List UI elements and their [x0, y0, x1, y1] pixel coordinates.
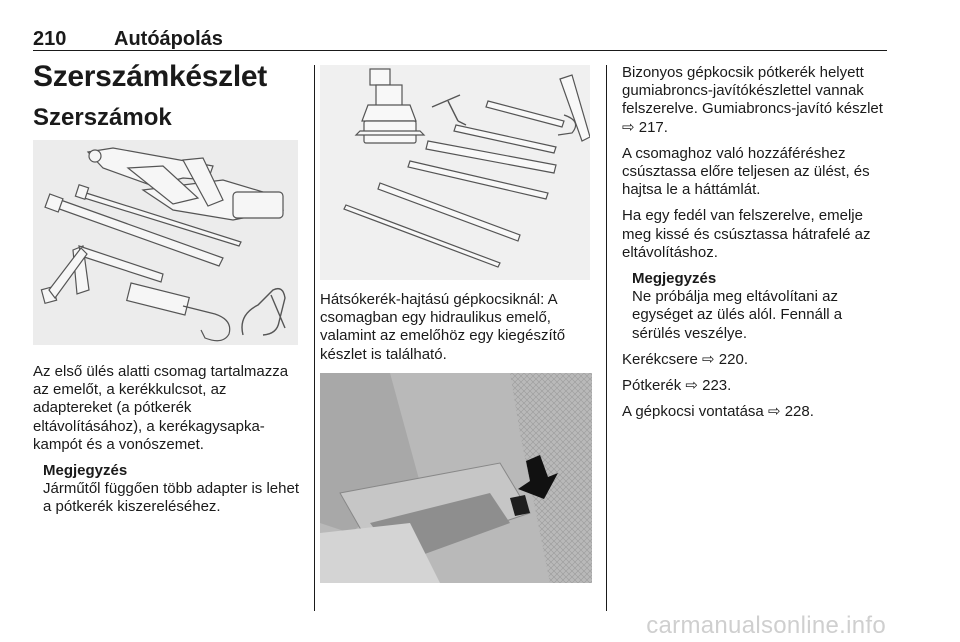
note-text: Ne próbálja meg eltávolítani az egységet az ülés alól. Fennáll a sérülés veszélye. [632, 288, 843, 342]
reference-arrow-icon: ⇨ [767, 403, 781, 421]
col1-body: Az első ülés alatti csomag tartalmazza az emelőt, a kerékkulcsot, az adaptereket (a pótkerék eltávolításához), a kerékagysapka-kampót és a vonószemet. [33, 363, 289, 453]
link-ref[interactable]: 228. [784, 403, 814, 421]
page-number: 210 [33, 28, 67, 50]
note-text: Járműtől függően több adapter is lehet a pótkerék kiszereléséhez. [43, 480, 300, 516]
note-title: Megjegyzés [632, 270, 717, 288]
tools-illustration [33, 140, 298, 345]
col2-text [320, 291, 592, 372]
link-label: A gépkocsi vontatása [622, 403, 764, 421]
col1-note [33, 462, 299, 517]
column-divider-left [314, 65, 315, 611]
link-towing[interactable] [622, 403, 892, 421]
col3-para-2: A csomaghoz való hozzáféréshez csúsztassa előre teljesen az ülést, és hajtsa le a háttámlát. [622, 144, 870, 199]
towing-eye-drawing [127, 283, 230, 341]
seat-storage-photo [320, 373, 592, 583]
col3-para-3: Ha egy fedél van felszerelve, emelje meg kissé és csúsztassa hátrafelé az eltávolításhoz. [622, 207, 871, 261]
subheading: Szerszámok [33, 104, 172, 131]
reference-arrow-icon: ⇨ [702, 350, 715, 368]
col3-para-1-ref[interactable]: 217. [638, 118, 668, 136]
scissor-jack-drawing [88, 148, 283, 220]
link-label: Kerékcsere [622, 350, 698, 368]
watermark: carmanualsonline.info [646, 612, 886, 639]
link-ref[interactable]: 220. [718, 350, 748, 368]
link-ref[interactable]: 223. [702, 377, 732, 395]
col3-para-1-text: Bizonyos gépkocsik pótkerék helyett gumiabroncs-javítókészlettel vannak felszerelve. Gumiabroncs-javító készlet [622, 64, 883, 118]
col3-para-1 [622, 64, 892, 137]
link-wheel-change[interactable] [622, 351, 892, 369]
page-heading: Szerszámkészlet [33, 60, 267, 93]
col2-body: Hátsókerék-hajtású gépkocsiknál: A csomagban egy hidraulikus emelő, valamint az emelőhöz egy kiegészítő készlet is található. [320, 291, 566, 363]
reference-arrow-icon: ⇨ [685, 377, 698, 395]
col1-text [33, 363, 299, 517]
header-rule [33, 50, 887, 51]
note-title: Megjegyzés [43, 462, 128, 480]
col3-note [622, 270, 892, 343]
col3-text [622, 64, 892, 429]
column-divider-right [606, 65, 607, 611]
t-handle-drawing [432, 95, 466, 125]
hydraulic-jack-kit-illustration [320, 65, 590, 280]
bottle-jack-drawing [356, 69, 424, 143]
link-spare-wheel[interactable] [622, 377, 892, 395]
section-title: Autóápolás [114, 28, 223, 50]
hubcap-hook-drawing [242, 289, 285, 335]
reference-arrow-icon: ⇨ [622, 118, 635, 136]
link-label: Pótkerék [622, 377, 682, 395]
